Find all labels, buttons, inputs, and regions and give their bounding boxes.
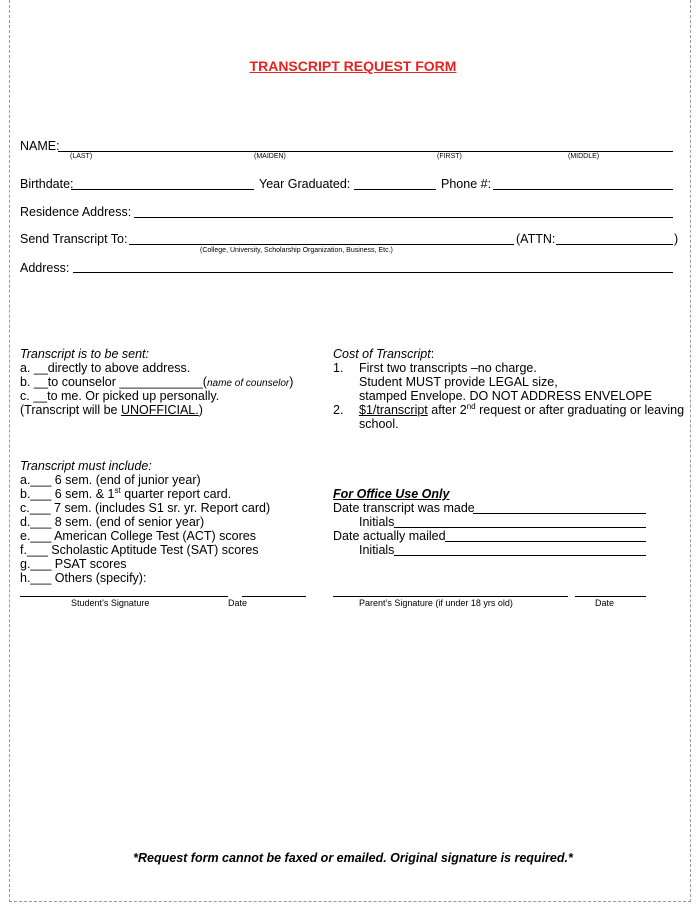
cost-item2-num: 2. [333,403,344,417]
phone-input-line[interactable] [493,189,673,190]
office-date-mailed-label: Date actually mailed [333,529,446,543]
student-signature-label: Student’s Signature [71,598,150,608]
cost-item1-line2: Student MUST provide LEGAL size, [359,375,558,389]
phone-label: Phone #: [441,177,492,191]
office-initials1-label: Initials [359,515,395,529]
include-heading: Transcript must include: [20,459,152,473]
parent-date-line[interactable] [575,596,646,597]
cost-item2-line2: school. [359,417,399,431]
office-initials1-line[interactable] [394,527,646,528]
cost-heading: Cost of Transcript: [333,347,435,361]
address-label: Address: [20,261,70,275]
attn-input-line[interactable] [556,244,673,245]
include-option-f[interactable]: f.___ Scholastic Aptitude Test (SAT) scores [20,543,259,557]
send-to-hint: (College, University, Scholarship Organization, Business, Etc.) [200,247,393,254]
include-option-a[interactable]: a.___ 6 sem. (end of junior year) [20,473,201,487]
address-input-line[interactable] [73,272,673,273]
office-initials2-label: Initials [359,543,395,557]
student-date-line[interactable] [242,596,306,597]
name-sub-last: (LAST) [70,153,93,160]
attn-label: (ATTN: [516,232,556,246]
include-option-e[interactable]: e.___ American College Test (ACT) scores [20,529,256,543]
office-initials2-line[interactable] [394,555,646,556]
office-date-made-label: Date transcript was made [333,501,475,515]
office-date-made-line[interactable] [473,513,646,514]
attn-close: ) [674,232,679,246]
cost-item1-line1: First two transcripts –no charge. [359,361,537,375]
send-to-input-line[interactable] [129,244,514,245]
form-title: TRANSCRIPT REQUEST FORM [249,58,457,74]
birthdate-label: Birthdate: [20,177,74,191]
footer-note: *Request form cannot be faxed or emailed. Original signature is required.* [133,851,573,865]
name-sub-maiden: (MAIDEN) [254,153,286,160]
name-input-line[interactable] [58,151,673,152]
sent-option-a[interactable]: a. __directly to above address. [20,361,191,375]
student-signature-line[interactable] [20,596,228,597]
parent-date-label: Date [595,598,615,608]
year-graduated-input-line[interactable] [354,189,436,190]
include-option-c[interactable]: c.___ 7 sem. (includes S1 sr. yr. Report card) [20,501,271,515]
include-option-h[interactable]: h.___ Others (specify): [20,571,147,585]
name-sub-middle: (MIDDLE) [568,153,600,160]
sent-heading: Transcript is to be sent: [20,347,149,361]
include-option-b[interactable]: b.___ 6 sem. & 1st quarter report card. [20,485,232,501]
name-label: NAME: [20,139,60,153]
sent-unofficial-note: (Transcript will be UNOFFICIAL.) [20,403,203,417]
residence-input-line[interactable] [134,217,673,218]
sent-option-b[interactable]: b. __to counselor ____________(name of counselor) [20,375,294,389]
residence-label: Residence Address: [20,205,132,219]
office-date-mailed-line[interactable] [445,541,646,542]
include-option-d[interactable]: d.___ 8 sem. (end of senior year) [20,515,205,529]
student-date-label: Date [228,598,248,608]
parent-signature-label: Parent’s Signature (if under 18 yrs old) [359,598,513,608]
birthdate-input-line[interactable] [71,189,254,190]
include-option-g[interactable]: g.___ PSAT scores [20,557,127,571]
office-heading: For Office Use Only [333,487,450,501]
cost-item1-line3: stamped Envelope. DO NOT ADDRESS ENVELOPE [359,389,652,403]
parent-signature-line[interactable] [333,596,568,597]
page-border [9,0,691,902]
send-to-label: Send Transcript To: [20,232,128,246]
sent-option-c[interactable]: c. __to me. Or picked up personally. [20,389,220,403]
cost-item1-num: 1. [333,361,344,375]
name-sub-first: (FIRST) [437,153,462,160]
year-graduated-label: Year Graduated: [259,177,351,191]
cost-item2-line1: $1/transcript after 2nd request or after graduating or leaving [359,401,685,417]
